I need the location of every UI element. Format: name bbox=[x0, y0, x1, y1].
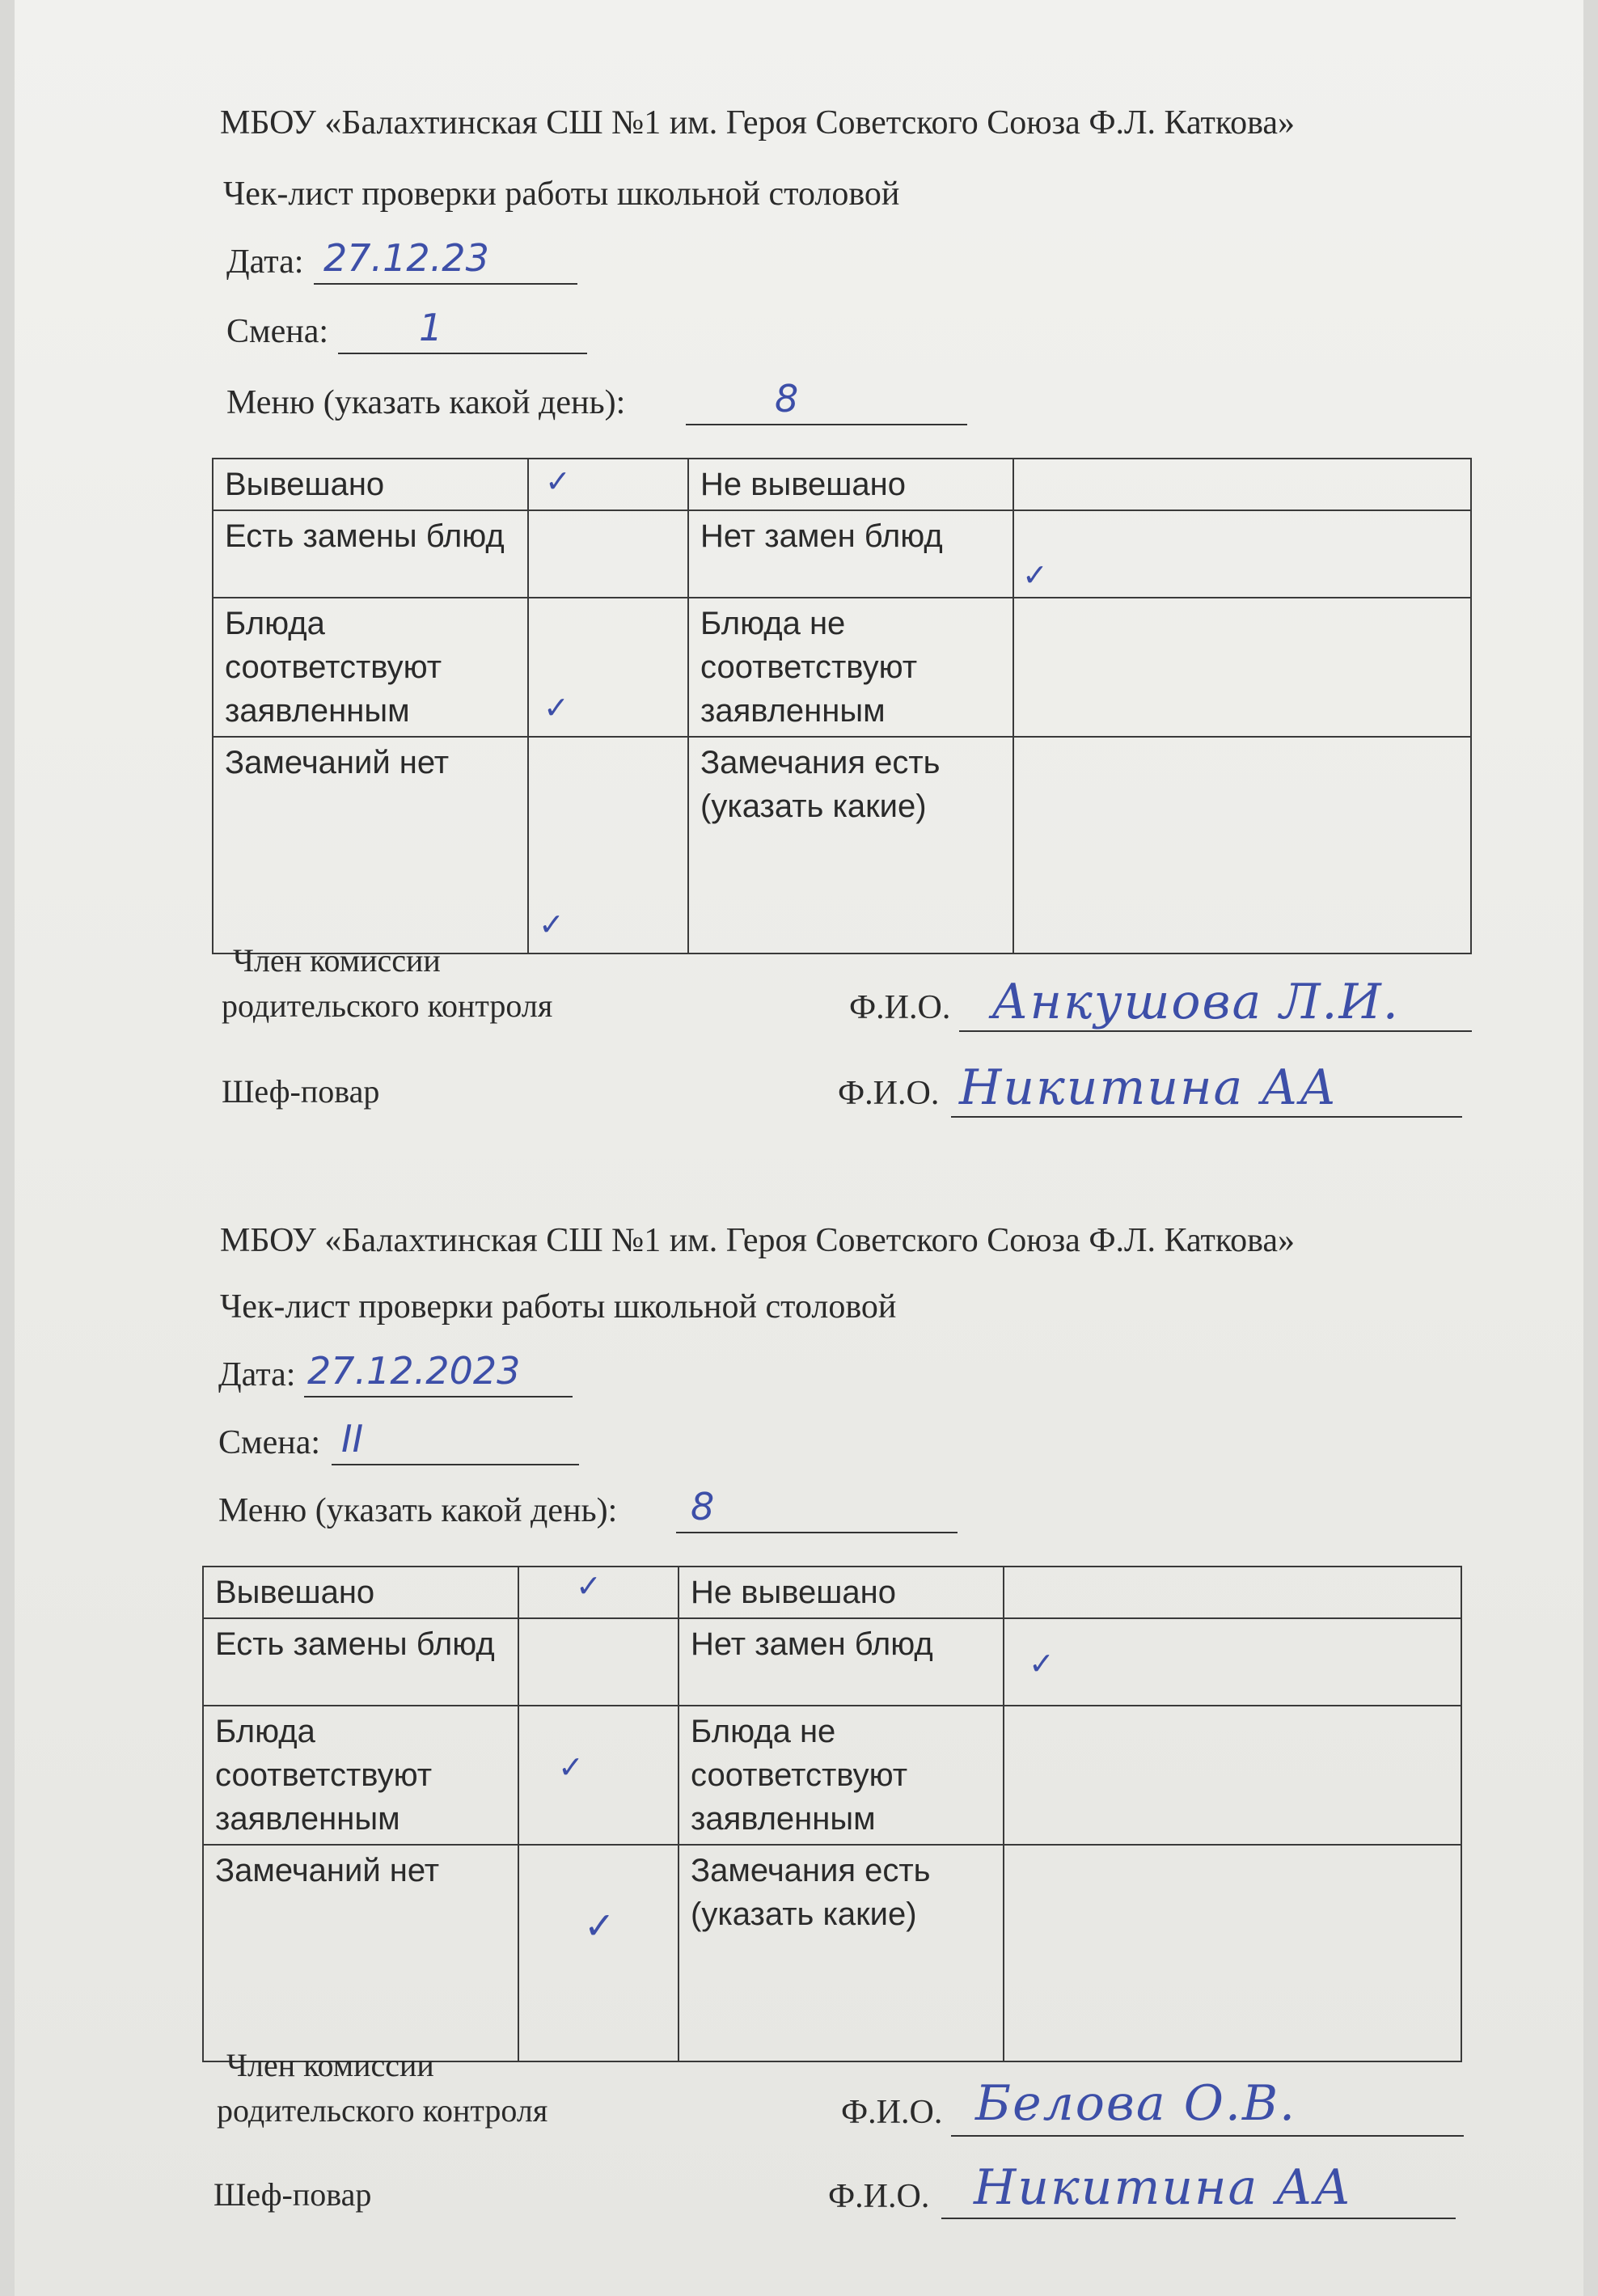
fio-label: Ф.И.О. bbox=[841, 2094, 943, 2131]
checklist-title: Чек-лист проверки работы школьной столовой bbox=[220, 1288, 897, 1326]
check-mark-icon: ✓ bbox=[545, 463, 571, 499]
shift-value: II bbox=[341, 1417, 364, 1461]
check-mark-icon: ✓ bbox=[539, 907, 564, 942]
check-cell-right[interactable] bbox=[1004, 1845, 1461, 2061]
check-cell-left[interactable] bbox=[518, 1567, 679, 1618]
check-cell-left[interactable] bbox=[518, 1706, 679, 1845]
check-mark-icon: ✓ bbox=[558, 1749, 584, 1785]
fio-label: Ф.И.О. bbox=[849, 989, 951, 1026]
table-row bbox=[213, 459, 1471, 510]
row-label-left: Блюда соответствуют заявленным bbox=[213, 598, 528, 737]
chef-signature-field[interactable] bbox=[951, 1059, 1462, 1118]
shift-value: 1 bbox=[419, 306, 443, 349]
row-label-right: Блюда не соответствуют заявленным bbox=[688, 598, 1013, 737]
chef-signature-field[interactable] bbox=[941, 2159, 1456, 2219]
check-cell-right[interactable] bbox=[1013, 459, 1471, 510]
row-label-right: Нет замен блюд bbox=[688, 510, 1013, 598]
check-mark-icon: ✓ bbox=[1029, 1646, 1055, 1681]
member-label-line-1: Член комиссии bbox=[226, 2047, 434, 2083]
date-value: 27.12.23 bbox=[323, 236, 489, 280]
table-row bbox=[213, 737, 1471, 953]
checklist-block-1 bbox=[0, 0, 1598, 1116]
menu-value: 8 bbox=[775, 377, 799, 421]
shift-field[interactable] bbox=[332, 1417, 579, 1465]
check-cell-left[interactable] bbox=[528, 459, 688, 510]
row-label-left: Есть замены блюд bbox=[213, 510, 528, 598]
date-field[interactable] bbox=[304, 1349, 573, 1397]
row-label-left: Замечаний нет bbox=[213, 737, 528, 953]
table-row bbox=[203, 1845, 1461, 2061]
school-name: МБОУ «Балахтинская СШ №1 им. Героя Советского Союза Ф.Л. Каткова» bbox=[220, 104, 1296, 142]
check-cell-left[interactable] bbox=[528, 510, 688, 598]
row-label-left: Вывешано bbox=[203, 1567, 518, 1618]
check-cell-left[interactable] bbox=[518, 1618, 679, 1706]
shift-field[interactable] bbox=[338, 306, 587, 354]
chef-signature: Никитина АА bbox=[974, 2159, 1353, 2216]
row-label-right: Блюда не соответствуют заявленным bbox=[679, 1706, 1004, 1845]
shift-label: Смена: bbox=[218, 1424, 321, 1461]
table-row bbox=[203, 1567, 1461, 1618]
check-cell-right[interactable] bbox=[1013, 598, 1471, 737]
row-label-right: Нет замен блюд bbox=[679, 1618, 1004, 1706]
row-label-right: Не вывешано bbox=[679, 1567, 1004, 1618]
member-label-line-1: Член комиссии bbox=[233, 942, 441, 979]
date-label: Дата: bbox=[218, 1356, 296, 1393]
menu-label: Меню (указать какой день): bbox=[226, 384, 626, 421]
fio-label: Ф.И.О. bbox=[838, 1075, 940, 1112]
check-mark-icon: ✓ bbox=[584, 1904, 615, 1947]
check-cell-left[interactable] bbox=[528, 737, 688, 953]
menu-field[interactable] bbox=[676, 1485, 958, 1533]
check-cell-left[interactable] bbox=[518, 1845, 679, 2061]
check-cell-right[interactable] bbox=[1004, 1618, 1461, 1706]
member-signature-field[interactable] bbox=[959, 974, 1472, 1032]
date-value: 27.12.2023 bbox=[307, 1349, 521, 1393]
chef-label: Шеф-повар bbox=[213, 2176, 372, 2213]
row-label-left: Вывешано bbox=[213, 459, 528, 510]
checklist-table bbox=[202, 1566, 1462, 2062]
check-mark-icon: ✓ bbox=[1022, 557, 1048, 593]
row-label-right: Не вывешано bbox=[688, 459, 1013, 510]
chef-label: Шеф-повар bbox=[222, 1073, 380, 1110]
checklist-title: Чек-лист проверки работы школьной столовой bbox=[223, 175, 900, 213]
date-label: Дата: bbox=[226, 243, 304, 281]
check-cell-right[interactable] bbox=[1013, 510, 1471, 598]
check-mark-icon: ✓ bbox=[543, 690, 569, 725]
table-row bbox=[213, 598, 1471, 737]
row-label-right: Замечания есть (указать какие) bbox=[679, 1845, 1004, 2061]
member-signature: Белова О.В. bbox=[975, 2075, 1297, 2132]
shift-label: Смена: bbox=[226, 313, 329, 350]
table-row bbox=[213, 510, 1471, 598]
chef-signature: Никитина АА bbox=[959, 1059, 1338, 1116]
checklist-table bbox=[212, 458, 1472, 954]
fio-label: Ф.И.О. bbox=[828, 2178, 930, 2215]
menu-field[interactable] bbox=[686, 377, 967, 425]
school-name: МБОУ «Балахтинская СШ №1 им. Героя Советского Союза Ф.Л. Каткова» bbox=[220, 1222, 1296, 1259]
row-label-left: Замечаний нет bbox=[203, 1845, 518, 2061]
check-cell-left[interactable] bbox=[528, 598, 688, 737]
check-cell-right[interactable] bbox=[1004, 1706, 1461, 1845]
member-signature: Анкушова Л.И. bbox=[991, 974, 1400, 1030]
menu-value: 8 bbox=[691, 1485, 715, 1529]
member-signature-field[interactable] bbox=[951, 2075, 1464, 2137]
row-label-right: Замечания есть (указать какие) bbox=[688, 737, 1013, 953]
menu-label: Меню (указать какой день): bbox=[218, 1492, 618, 1529]
check-cell-right[interactable] bbox=[1004, 1567, 1461, 1618]
member-label-line-2: родительского контроля bbox=[217, 2092, 548, 2129]
check-mark-icon: ✓ bbox=[576, 1568, 602, 1604]
member-label-line-2: родительского контроля bbox=[222, 987, 553, 1024]
row-label-left: Есть замены блюд bbox=[203, 1618, 518, 1706]
checklist-block-2 bbox=[0, 1116, 1598, 2224]
table-row bbox=[203, 1706, 1461, 1845]
table-row bbox=[203, 1618, 1461, 1706]
row-label-left: Блюда соответствуют заявленным bbox=[203, 1706, 518, 1845]
date-field[interactable] bbox=[314, 236, 577, 285]
check-cell-right[interactable] bbox=[1013, 737, 1471, 953]
